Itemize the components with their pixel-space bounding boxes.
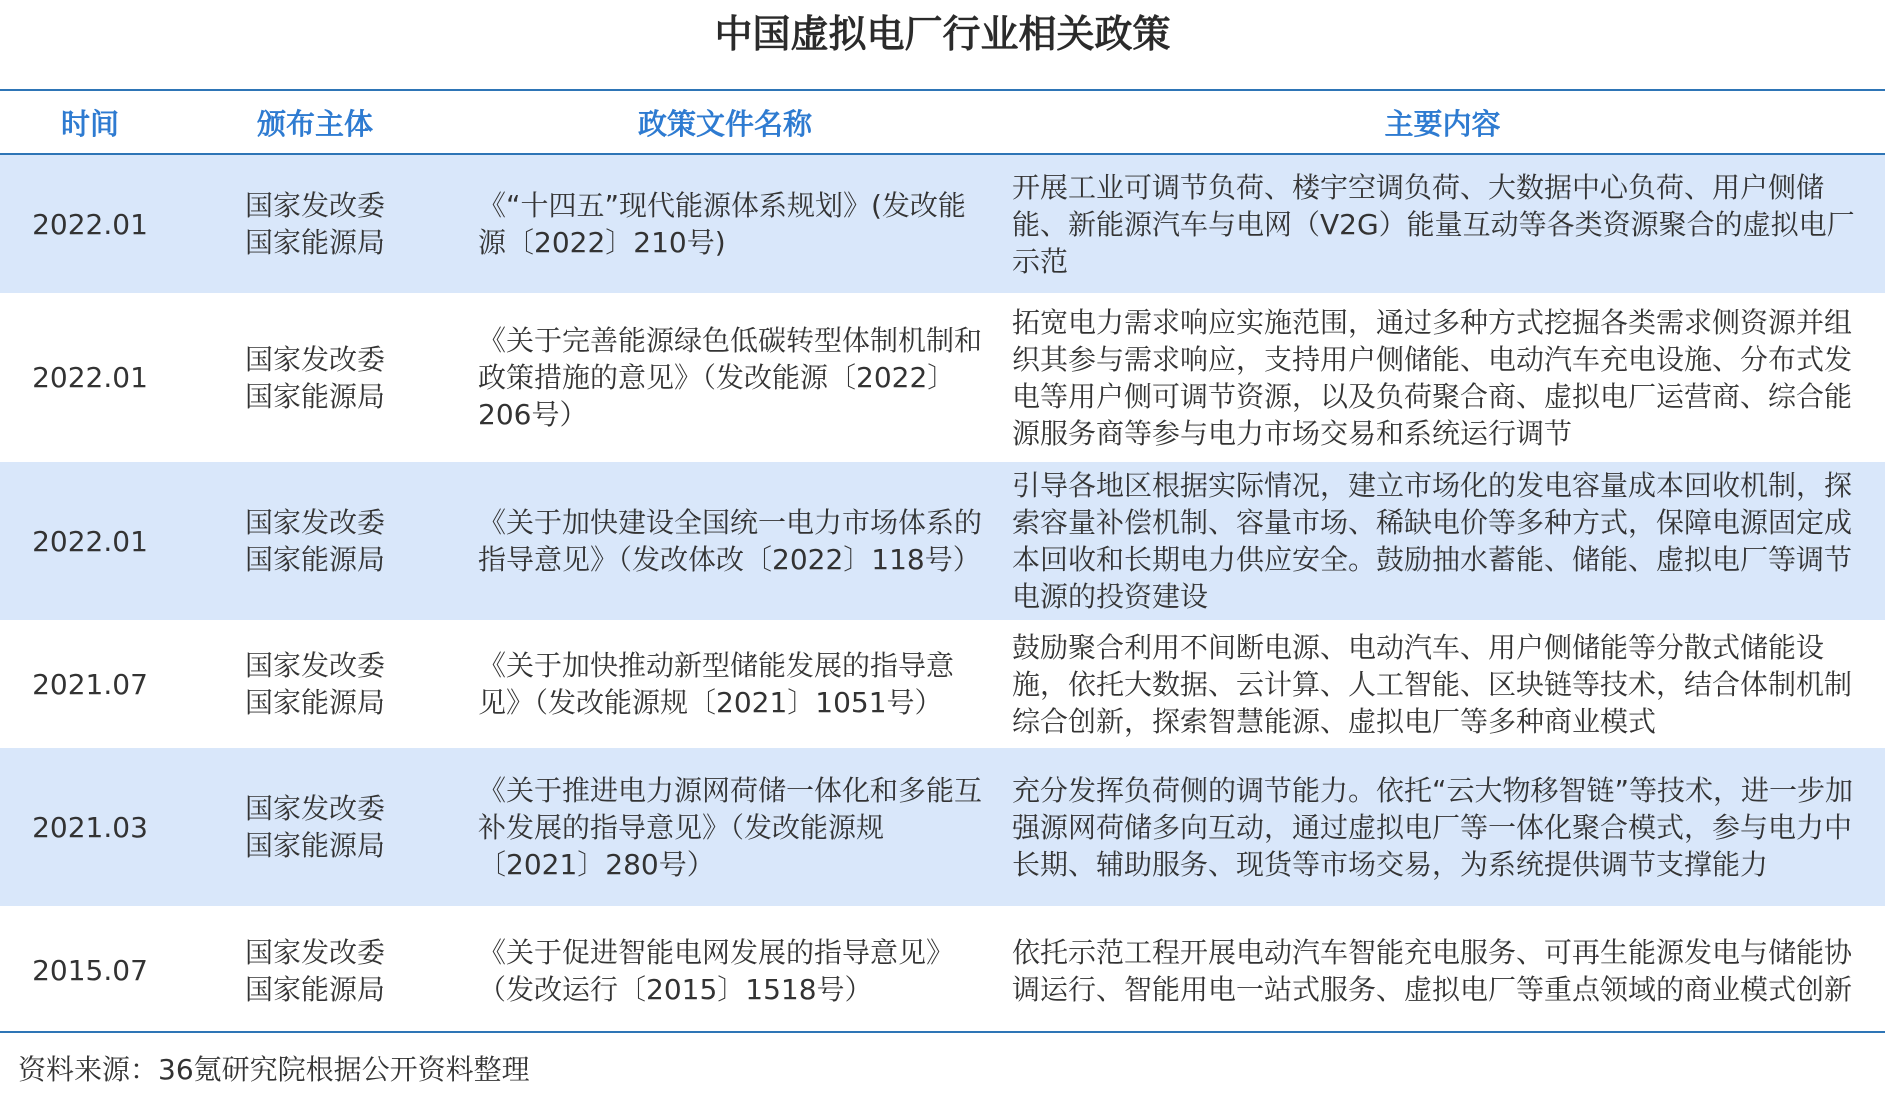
issuer-line-1: 国家发改委 bbox=[244, 506, 385, 539]
row-time: 2022.01 bbox=[0, 154, 180, 295]
table-header-row bbox=[0, 90, 1885, 154]
policy-table bbox=[0, 89, 1885, 1033]
row-content: 拓宽电力需求响应实施范围，通过多种方式挖掘各类需求侧资源并组织其参与需求响应，支持用户侧储能、电动汽车充电设施、分布式发电等用户侧可调节资源，以及负荷聚合商、虚拟电厂运营商、综合能源服务商等参与电力市场交易和系统运行调节 bbox=[1000, 295, 1885, 460]
table-row bbox=[0, 295, 1885, 460]
issuer-line-2: 国家能源局 bbox=[244, 226, 385, 259]
table-row bbox=[0, 460, 1885, 622]
issuer-line-1: 国家发改委 bbox=[244, 189, 385, 222]
page-title: 中国虚拟电厂行业相关政策 bbox=[714, 12, 1171, 56]
row-file-name: 《关于完善能源绿色低碳转型体制机制和政策措施的意见》（发改能源〔2022〕206号） bbox=[450, 295, 1000, 460]
header-issuer: 颁布主体 bbox=[180, 90, 450, 154]
table-row bbox=[0, 154, 1885, 295]
issuer-line-1: 国家发改委 bbox=[244, 935, 385, 969]
table-row bbox=[0, 746, 1885, 908]
issuer-line-2: 国家能源局 bbox=[244, 829, 385, 862]
row-issuer bbox=[180, 746, 450, 908]
row-time: 2022.01 bbox=[0, 460, 180, 622]
issuer-line-2: 国家能源局 bbox=[244, 972, 385, 1006]
row-issuer bbox=[180, 460, 450, 622]
header-file: 政策文件名称 bbox=[450, 90, 1000, 154]
issuer-line-1: 国家发改委 bbox=[244, 649, 385, 682]
row-file-name: 《关于加快推动新型储能发展的指导意见》（发改能源规〔2021〕1051号） bbox=[450, 622, 1000, 746]
issuer-line-2: 国家能源局 bbox=[244, 543, 385, 576]
row-issuer bbox=[180, 622, 450, 746]
row-content: 开展工业可调节负荷、楼宇空调负荷、大数据中心负荷、用户侧储能、新能源汽车与电网（V2G）能量互动等各类资源聚合的虚拟电厂示范 bbox=[1000, 154, 1885, 295]
issuer-line-2: 国家能源局 bbox=[244, 379, 385, 413]
source-note: 资料来源：36氪研究院根据公开资料整理 bbox=[18, 1053, 530, 1086]
issuer-line-2: 国家能源局 bbox=[244, 686, 385, 719]
row-file-name: 《“十四五”现代能源体系规划》(发改能源〔2022〕210号) bbox=[450, 154, 1000, 295]
header-content: 主要内容 bbox=[1000, 90, 1885, 154]
row-issuer bbox=[180, 154, 450, 295]
row-issuer bbox=[180, 908, 450, 1032]
row-content: 引导各地区根据实际情况，建立市场化的发电容量成本回收机制，探索容量补偿机制、容量市场、稀缺电价等多种方式，保障电源固定成本回收和长期电力供应安全。鼓励抽水蓄能、储能、虚拟电厂等调节电源的投资建设 bbox=[1000, 460, 1885, 622]
row-file-name: 《关于推进电力源网荷储一体化和多能互补发展的指导意见》（发改能源规〔2021〕280号） bbox=[450, 746, 1000, 908]
table-row bbox=[0, 622, 1885, 746]
row-time: 2022.01 bbox=[0, 295, 180, 460]
issuer-line-1: 国家发改委 bbox=[244, 342, 385, 376]
row-file-name: 《关于促进智能电网发展的指导意见》（发改运行〔2015〕1518号） bbox=[450, 908, 1000, 1032]
header-time: 时间 bbox=[0, 90, 180, 154]
row-issuer bbox=[180, 295, 450, 460]
row-content: 充分发挥负荷侧的调节能力。依托“云大物移智链”等技术，进一步加强源网荷储多向互动，通过虚拟电厂等一体化聚合模式，参与电力中长期、辅助服务、现货等市场交易，为系统提供调节支撑能力 bbox=[1000, 746, 1885, 908]
issuer-line-1: 国家发改委 bbox=[244, 792, 385, 825]
row-time: 2021.07 bbox=[0, 622, 180, 746]
row-content: 鼓励聚合利用不间断电源、电动汽车、用户侧储能等分散式储能设施，依托大数据、云计算、人工智能、区块链等技术，结合体制机制综合创新，探索智慧能源、虚拟电厂等多种商业模式 bbox=[1000, 622, 1885, 746]
row-file-name: 《关于加快建设全国统一电力市场体系的指导意见》（发改体改〔2022〕118号） bbox=[450, 460, 1000, 622]
row-content: 依托示范工程开展电动汽车智能充电服务、可再生能源发电与储能协调运行、智能用电一站式服务、虚拟电厂等重点领域的商业模式创新 bbox=[1000, 908, 1885, 1032]
row-time: 2015.07 bbox=[0, 908, 180, 1032]
table-row bbox=[0, 908, 1885, 1032]
row-time: 2021.03 bbox=[0, 746, 180, 908]
